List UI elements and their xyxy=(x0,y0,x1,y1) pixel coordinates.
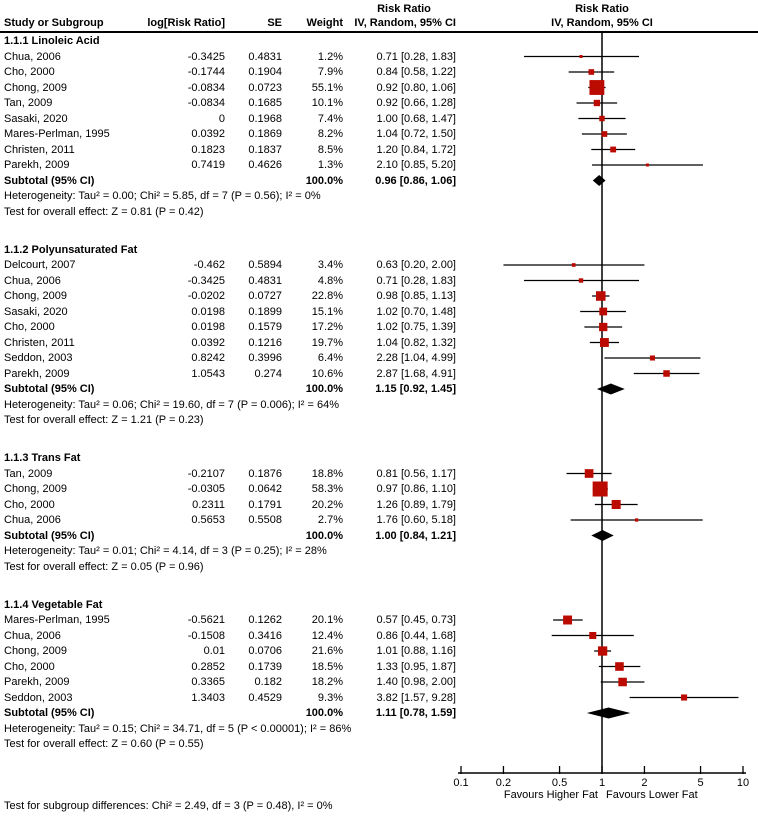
se-value: 0.1899 xyxy=(248,305,282,318)
weight-value: 22.8% xyxy=(311,290,343,302)
study-name: Chua, 2006 xyxy=(4,514,61,526)
ci-value: 0.92 [0.66, 1.28] xyxy=(376,97,456,109)
log-rr-value: 0.7419 xyxy=(191,159,225,171)
se-value: 0.1876 xyxy=(248,467,282,480)
column-header-study: Study or Subgroup xyxy=(4,17,104,29)
weight-value: 3.4% xyxy=(317,259,343,271)
study-name: Cho, 2000 xyxy=(4,498,55,511)
study-name: Seddon, 2003 xyxy=(4,352,73,364)
weight-value: 7.9% xyxy=(317,66,343,78)
log-rr-value: -0.2107 xyxy=(187,467,225,480)
se-value: 0.3416 xyxy=(248,629,282,642)
ci-value: 3.82 [1.57, 9.28] xyxy=(376,691,456,704)
study-name: Sasaki, 2020 xyxy=(4,305,68,318)
log-rr-value: -0.0834 xyxy=(187,81,225,94)
ci-value: 1.26 [0.89, 1.79] xyxy=(376,498,456,511)
group-title: 1.1.4 Vegetable Fat xyxy=(4,598,103,611)
weight-value: 8.2% xyxy=(317,128,343,140)
se-value: 0.5508 xyxy=(248,514,282,526)
study-name: Chong, 2009 xyxy=(4,290,67,302)
effect-marker xyxy=(602,131,608,137)
study-name: Christen, 2011 xyxy=(4,143,75,156)
effect-marker xyxy=(610,147,616,153)
heterogeneity-text: Heterogeneity: Tau² = 0.01; Chi² = 4.14, df = 3 (P = 0.25); I² = 28% xyxy=(4,545,327,557)
log-rr-value: 0.3365 xyxy=(191,676,225,688)
ci-value: 1.40 [0.98, 2.00] xyxy=(376,676,456,688)
axis-tick-label: 1 xyxy=(598,777,606,789)
study-name: Chua, 2006 xyxy=(4,274,61,287)
effect-marker xyxy=(600,338,609,347)
weight-value: 19.7% xyxy=(311,336,343,349)
se-value: 0.1869 xyxy=(248,128,282,140)
heterogeneity-text: Heterogeneity: Tau² = 0.15; Chi² = 34.71, df = 5 (P < 0.00001); I² = 86% xyxy=(4,722,352,735)
study-name: Tan, 2009 xyxy=(4,97,53,109)
log-rr-value: 0.0198 xyxy=(191,305,225,318)
log-rr-value: 0.2311 xyxy=(192,498,225,511)
study-name: Sasaki, 2020 xyxy=(4,112,68,125)
study-name: Seddon, 2003 xyxy=(4,691,73,704)
se-value: 0.4831 xyxy=(248,50,282,63)
ci-value: 1.33 [0.95, 1.87] xyxy=(376,660,456,673)
weight-value: 7.4% xyxy=(317,112,343,125)
effect-marker xyxy=(646,164,649,167)
ci-value: 2.28 [1.04, 4.99] xyxy=(376,352,456,364)
log-rr-value: -0.5621 xyxy=(187,614,225,626)
axis-tick-label: 10 xyxy=(736,777,750,789)
log-rr-value: -0.1744 xyxy=(187,66,225,78)
heterogeneity-text: Heterogeneity: Tau² = 0.00; Chi² = 5.85, df = 7 (P = 0.56); I² = 0% xyxy=(4,190,321,202)
effect-marker xyxy=(612,500,621,509)
study-name: Chua, 2006 xyxy=(4,50,61,63)
se-value: 0.1968 xyxy=(248,112,282,125)
study-name: Parekh, 2009 xyxy=(4,159,70,171)
subtotal-weight: 100.0% xyxy=(305,174,343,187)
effect-marker xyxy=(599,116,604,121)
weight-value: 4.8% xyxy=(317,274,343,287)
log-rr-value: 1.0543 xyxy=(191,367,225,380)
se-value: 0.1262 xyxy=(248,614,282,626)
ci-value: 0.63 [0.20, 2.00] xyxy=(376,259,456,271)
study-name: Christen, 2011 xyxy=(4,336,75,349)
axis-tick-label: 2 xyxy=(641,777,648,789)
ci-value: 1.20 [0.84, 1.72] xyxy=(376,143,456,156)
risk-ratio-column-header: Risk Ratio xyxy=(377,3,431,15)
favours-left-label: Favours Higher Fat xyxy=(503,789,598,801)
weight-value: 21.6% xyxy=(311,645,343,657)
ci-value: 0.71 [0.28, 1.83] xyxy=(376,274,456,287)
study-name: Mares-Perlman, 1995 xyxy=(4,128,110,140)
weight-value: 18.8% xyxy=(311,467,343,480)
effect-marker xyxy=(599,323,607,331)
overall-effect-text: Test for overall effect: Z = 0.60 (P = 0.55) xyxy=(4,738,204,750)
ci-value: 0.92 [0.80, 1.06] xyxy=(376,81,456,94)
log-rr-value: -0.3425 xyxy=(187,50,225,63)
weight-value: 12.4% xyxy=(311,629,343,642)
study-name: Chong, 2009 xyxy=(4,483,67,495)
overall-effect-text: Test for overall effect: Z = 0.05 (P = 0.96) xyxy=(4,560,204,573)
weight-value: 2.7% xyxy=(317,514,343,526)
log-rr-value: 0.01 xyxy=(203,645,225,657)
ci-value: 1.00 [0.68, 1.47] xyxy=(376,112,456,125)
log-rr-value: -0.0202 xyxy=(187,290,225,302)
log-rr-value: 0.0392 xyxy=(191,336,225,349)
axis-tick-label: 0.1 xyxy=(453,777,469,789)
log-rr-value: 0.1823 xyxy=(191,143,225,156)
column-header-ci-plot: IV, Random, 95% CI xyxy=(551,17,653,29)
subtotal-label: Subtotal (95% CI) xyxy=(4,707,95,719)
subtotal-weight: 100.0% xyxy=(305,529,343,542)
subgroup-difference-text: Test for subgroup differences: Chi² = 2.49, df = 3 (P = 0.48), I² = 0% xyxy=(4,800,333,812)
effect-marker xyxy=(615,662,624,671)
subtotal-ci: 1.00 [0.84, 1.21] xyxy=(375,529,456,542)
subtotal-label: Subtotal (95% CI) xyxy=(4,383,95,395)
subtotal-diamond xyxy=(597,384,625,395)
axis-tick-label: 5 xyxy=(697,777,704,789)
ci-value: 1.02 [0.70, 1.48] xyxy=(376,305,456,318)
weight-value: 20.1% xyxy=(311,614,343,626)
effect-marker xyxy=(596,291,606,301)
weight-value: 9.3% xyxy=(317,691,343,704)
subtotal-ci: 1.11 [0.78, 1.59] xyxy=(375,707,456,719)
ci-value: 1.02 [0.75, 1.39] xyxy=(376,321,456,333)
ci-value: 1.04 [0.82, 1.32] xyxy=(376,336,456,349)
ci-value: 2.87 [1.68, 4.91] xyxy=(376,367,456,380)
subtotal-weight: 100.0% xyxy=(305,707,343,719)
effect-marker xyxy=(585,469,594,478)
effect-marker xyxy=(598,646,607,655)
log-rr-value: 0 xyxy=(218,112,225,125)
se-value: 0.4831 xyxy=(248,274,282,287)
study-name: Tan, 2009 xyxy=(4,467,53,480)
log-rr-value: 0.0392 xyxy=(191,128,225,140)
effect-marker xyxy=(599,308,607,316)
study-name: Chua, 2006 xyxy=(4,629,61,642)
overall-effect-text: Test for overall effect: Z = 0.81 (P = 0.42) xyxy=(4,205,204,218)
subtotal-ci: 1.15 [0.92, 1.45] xyxy=(375,383,456,395)
weight-value: 55.1% xyxy=(311,81,343,94)
study-name: Cho, 2000 xyxy=(4,660,55,673)
subtotal-label: Subtotal (95% CI) xyxy=(4,529,95,542)
ci-value: 0.81 [0.56, 1.17] xyxy=(376,467,456,480)
heterogeneity-text: Heterogeneity: Tau² = 0.06; Chi² = 19.60, df = 7 (P = 0.006); I² = 64% xyxy=(4,398,339,411)
study-name: Chong, 2009 xyxy=(4,81,67,94)
weight-value: 15.1% xyxy=(311,305,343,318)
se-value: 0.274 xyxy=(254,367,282,380)
subtotal-ci: 0.96 [0.86, 1.06] xyxy=(375,174,456,187)
ci-value: 0.84 [0.58, 1.22] xyxy=(376,66,456,78)
effect-marker xyxy=(572,263,576,267)
effect-marker xyxy=(635,518,638,521)
effect-marker xyxy=(563,616,572,625)
ci-value: 0.86 [0.44, 1.68] xyxy=(376,629,456,642)
log-rr-value: -0.0305 xyxy=(187,483,225,495)
study-name: Mares-Perlman, 1995 xyxy=(4,614,110,626)
column-header-weight: Weight xyxy=(306,17,343,29)
effect-marker xyxy=(663,370,670,377)
log-rr-value: 0.0198 xyxy=(191,321,225,333)
se-value: 0.1837 xyxy=(248,143,282,156)
weight-value: 18.5% xyxy=(311,660,343,673)
subtotal-diamond xyxy=(591,530,613,541)
log-rr-value: -0.3425 xyxy=(187,274,225,287)
se-value: 0.4626 xyxy=(248,159,282,171)
study-name: Delcourt, 2007 xyxy=(4,259,76,271)
ci-value: 1.04 [0.72, 1.50] xyxy=(376,128,456,140)
ci-value: 0.97 [0.86, 1.10] xyxy=(376,483,456,495)
log-rr-value: 0.5653 xyxy=(191,514,225,526)
weight-value: 17.2% xyxy=(311,321,343,333)
log-rr-value: 0.8242 xyxy=(191,352,225,364)
ci-value: 1.01 [0.88, 1.16] xyxy=(376,645,456,657)
log-rr-value: -0.1508 xyxy=(187,629,225,642)
weight-value: 1.3% xyxy=(317,159,343,171)
se-value: 0.1791 xyxy=(248,498,282,511)
weight-value: 58.3% xyxy=(311,483,343,495)
subtotal-weight: 100.0% xyxy=(305,383,343,395)
study-name: Parekh, 2009 xyxy=(4,367,70,380)
column-header-ci: IV, Random, 95% CI xyxy=(354,17,456,29)
column-header-log-risk-ratio: log[Risk Ratio] xyxy=(147,17,225,29)
weight-value: 18.2% xyxy=(311,676,343,688)
se-value: 0.1739 xyxy=(248,660,282,673)
weight-value: 1.2% xyxy=(317,50,343,63)
subtotal-diamond xyxy=(587,708,631,719)
se-value: 0.0727 xyxy=(248,290,282,302)
log-rr-value: -0.462 xyxy=(193,259,225,271)
favours-right-label: Favours Lower Fat xyxy=(606,789,698,801)
study-name: Chong, 2009 xyxy=(4,645,67,657)
se-value: 0.1685 xyxy=(248,97,282,109)
se-value: 0.1579 xyxy=(248,321,282,333)
ci-value: 1.76 [0.60, 5.18] xyxy=(376,514,456,526)
se-value: 0.5894 xyxy=(248,259,282,271)
weight-value: 10.1% xyxy=(311,97,343,109)
effect-marker xyxy=(580,55,583,58)
se-value: 0.182 xyxy=(254,676,282,688)
effect-marker xyxy=(650,355,655,360)
effect-marker xyxy=(589,69,595,75)
group-title: 1.1.1 Linoleic Acid xyxy=(4,35,100,47)
log-rr-value: 1.3403 xyxy=(191,691,225,704)
weight-value: 10.6% xyxy=(311,367,343,380)
ci-value: 0.57 [0.45, 0.73] xyxy=(376,614,456,626)
subtotal-label: Subtotal (95% CI) xyxy=(4,174,95,187)
group-title: 1.1.3 Trans Fat xyxy=(4,452,81,464)
axis-tick-label: 0.5 xyxy=(551,777,568,789)
effect-marker xyxy=(579,278,583,282)
study-name: Parekh, 2009 xyxy=(4,676,70,688)
se-value: 0.0723 xyxy=(248,81,282,94)
se-value: 0.1904 xyxy=(248,66,282,78)
weight-value: 20.2% xyxy=(311,498,343,511)
overall-effect-text: Test for overall effect: Z = 1.21 (P = 0.23) xyxy=(4,414,204,426)
effect-marker xyxy=(681,694,687,700)
effect-marker xyxy=(593,482,608,497)
se-value: 0.4529 xyxy=(248,691,282,704)
se-value: 0.0642 xyxy=(248,483,282,495)
risk-ratio-plot-header: Risk Ratio xyxy=(575,3,629,15)
ci-value: 2.10 [0.85, 5.20] xyxy=(376,159,456,171)
effect-marker xyxy=(618,678,627,687)
effect-marker xyxy=(594,100,600,106)
weight-value: 6.4% xyxy=(317,352,343,364)
effect-marker xyxy=(589,80,604,95)
effect-marker xyxy=(589,632,596,639)
study-name: Cho, 2000 xyxy=(4,321,55,333)
weight-value: 8.5% xyxy=(317,143,343,156)
ci-value: 0.71 [0.28, 1.83] xyxy=(376,50,456,63)
group-title: 1.1.2 Polyunsaturated Fat xyxy=(4,243,138,256)
log-rr-value: -0.0834 xyxy=(187,97,225,109)
log-rr-value: 0.2852 xyxy=(191,660,225,673)
axis-tick-label: 0.2 xyxy=(495,777,512,789)
column-header-se: SE xyxy=(267,17,282,29)
se-value: 0.1216 xyxy=(248,336,282,349)
ci-value: 0.98 [0.85, 1.13] xyxy=(376,290,456,302)
se-value: 0.3996 xyxy=(248,352,282,364)
subtotal-diamond xyxy=(593,175,606,186)
study-name: Cho, 2000 xyxy=(4,66,55,78)
se-value: 0.0706 xyxy=(248,645,282,657)
